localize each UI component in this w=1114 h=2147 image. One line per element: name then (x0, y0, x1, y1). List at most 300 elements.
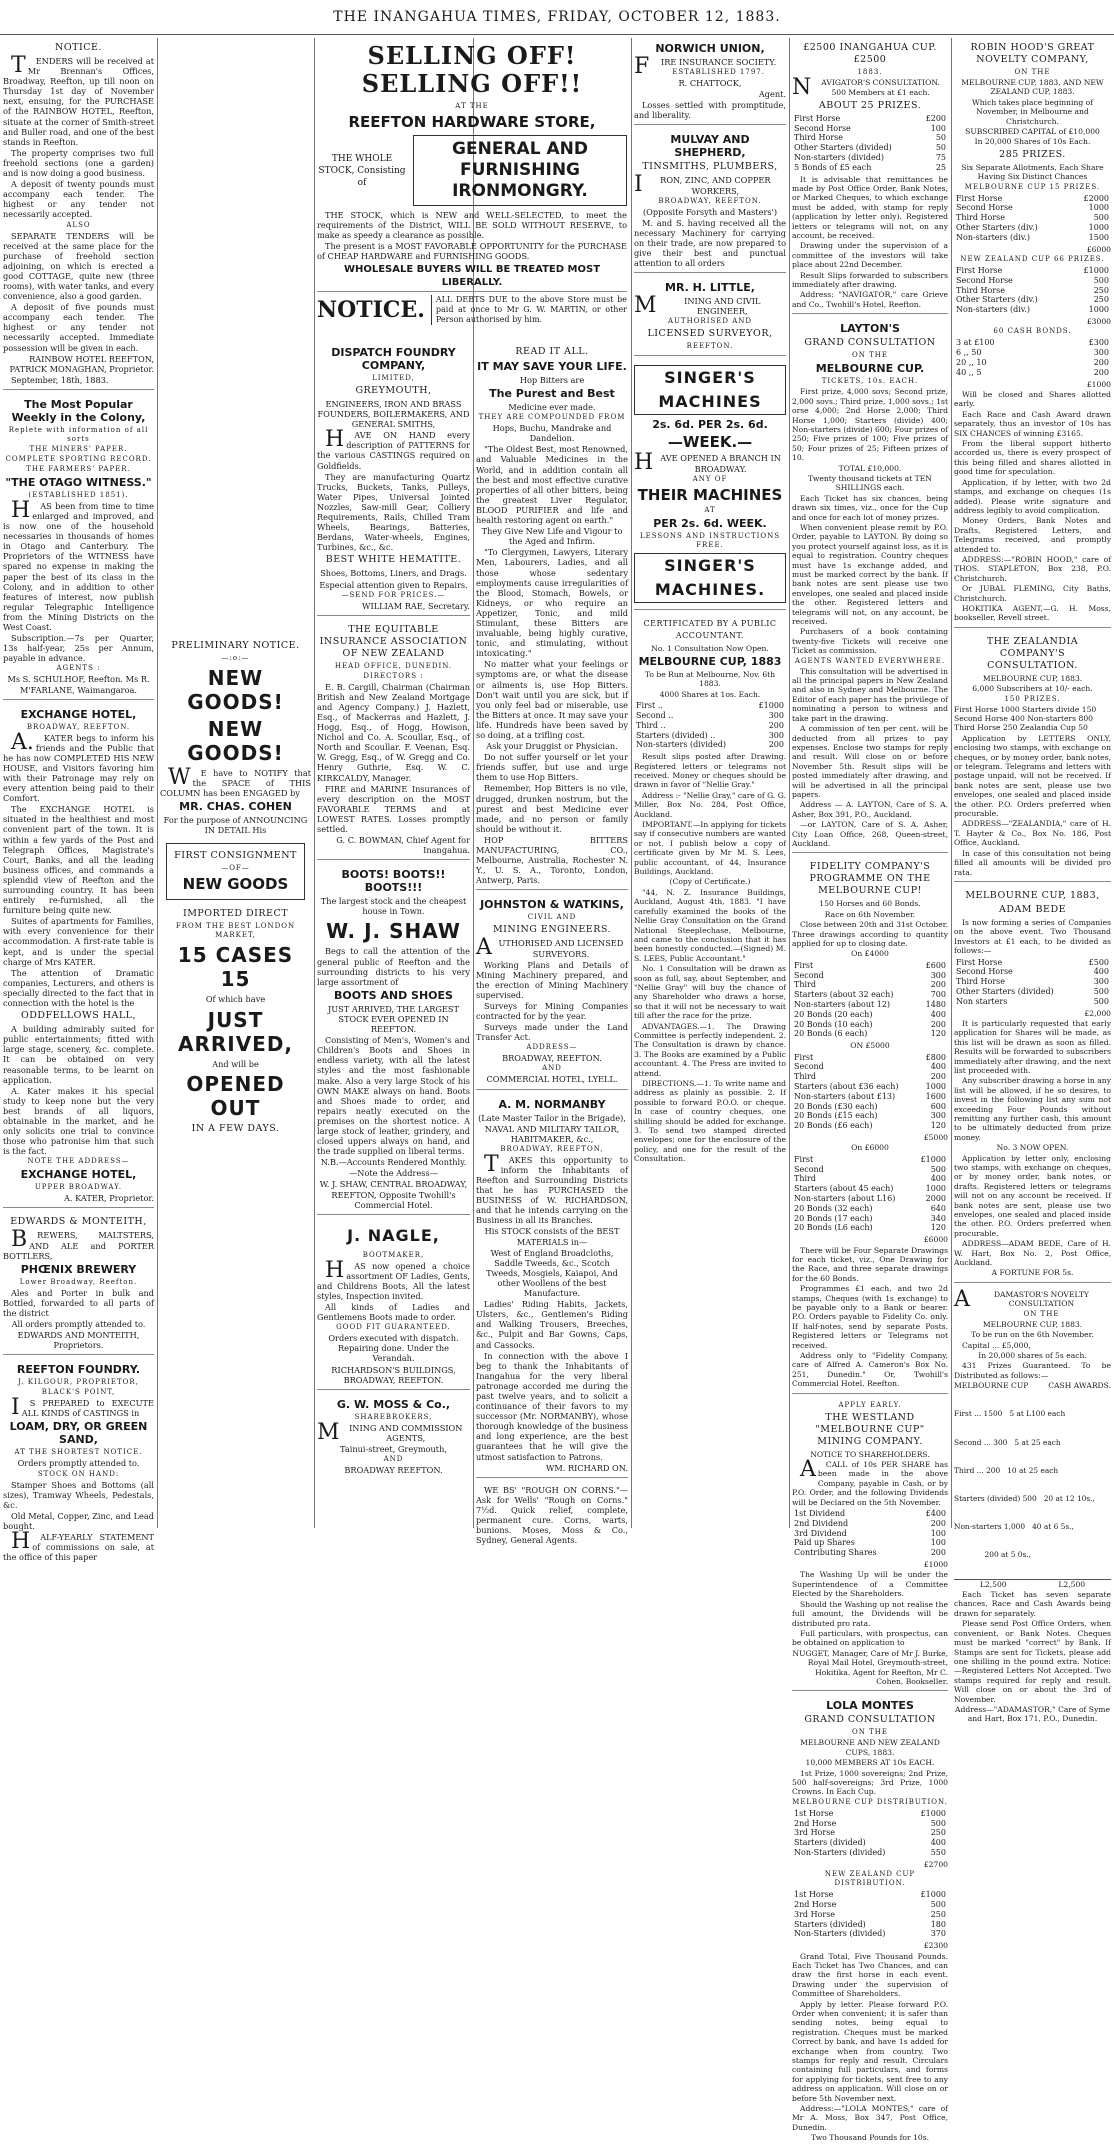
prize-label: First Horse (794, 113, 841, 123)
hardware-store-ad (317, 38, 627, 338)
ad-sub: AUTHORISED AND (667, 317, 753, 326)
prize-row (954, 276, 1111, 286)
ad-body: Six Separate Allotments, Each Share Having Six Distinct Chances (961, 162, 1104, 182)
ad-body: A commission of ten per cent. will be deducted from all prizes to pay expenses. Enclose two stamps for reply and result. Will close on or before November 5th. Result slips will be posted immediately after drawing, and will be advertised in all the principal papers. (792, 724, 948, 799)
ad-body: IMPORTANT.—In applying for tickets say if consecutive numbers are wanted or not. I publish below a copy of certificate given by Mr M. S. Lees, public accountant, of 44, Insurance Buildings, Auckland. (634, 820, 786, 877)
prize-label: Second .. (636, 711, 674, 721)
prize-value: 1500 (1088, 232, 1109, 242)
prize-label: Other Starters (divided) (794, 143, 892, 153)
ad-body: "44, N. Z. Insurance Buildings, Auckland, August 4th, 1883. "I have carefully examined the books of the Nellie Gray Consultation on the Grand National Steeplechase, Melbourne, and came to the conclusion that it has been honestly conducted.—(Signed) M. S. LEES, Public Accountant." (634, 887, 786, 963)
ad-body: HAS been from time to time enlarged and improved, and is now one of the household necessaries in thousands of homes in Otago and Canterbury. The Proprietors of the WITNESS have spared no expense in making the paper the best of its class in the Colony, and in addition to other features of interest, now publish regular Telegraphic Intelligence from the Mining Districts on the West Coast. (3, 497, 154, 633)
prize-row (792, 1890, 948, 1900)
ad-body: Medicine ever made. (508, 402, 596, 413)
prize-value: 250 (930, 1909, 946, 1919)
notice-body: The property comprises two full freehold sections (one a garden) and is now doing a good business. (3, 147, 154, 179)
prize-value: £200 (925, 113, 946, 123)
ad-body: SUBSCRIBED CAPITAL of £10,000 (965, 127, 1100, 137)
column-6 (792, 38, 948, 2143)
notice-body: SEPARATE TENDERS will be received at the same place for the purchase of freehold section adjoining, on which is erected a good COTTAGE, quite new (three rooms), with water tanks, and every convenience, also a good garden. (3, 230, 154, 302)
ad-body: Each Ticket has seven separate chances, Race and Cash Awards being drawn for separately. (954, 1590, 1111, 1618)
prize-row (792, 1910, 948, 1920)
ad-total: £3000 (1086, 317, 1111, 327)
ad-title: IT MAY SAVE YOUR LIFE. (477, 360, 627, 373)
prize-value: 120 (930, 1029, 946, 1039)
prize-label: Non-Starters (divided) (794, 1929, 886, 1939)
prize-value: 300 (930, 1111, 946, 1121)
whole-stock: THE WHOLE STOCK, Consisting of (318, 153, 406, 188)
prize-row (792, 1828, 948, 1838)
prize-label: 3rd Dividend (794, 1528, 847, 1538)
ad-line: ON £5000 (850, 1041, 890, 1051)
prize-row (954, 305, 1111, 315)
ad-body: They Give New Life and Vigour to the Aged and Infirm. (481, 526, 623, 547)
prize-label: 5 Bonds of £5 each (794, 162, 872, 172)
ad-body: Programmes £1 each, and two 2d stamps, Cheques (with 1s exchange) to be payable only to a Bank or bearer. P.O. Orders payable to Fidelity Co. only. If half-notes, send by separate Posts. Registered letters or Telegrams not received. (792, 1284, 948, 1350)
prize-row (792, 1092, 948, 1102)
hardware-body: The present is a MOST FAVORABLE OPPORTUNITY for the PURCHASE of CHEAP HARDWARE and FURNISHING GOODS. (317, 241, 627, 262)
prize-row (792, 1102, 948, 1112)
layton-ad (792, 318, 948, 853)
prize-row (792, 133, 948, 143)
ad-body: Shoes, Bottoms, Liners, and Drags. (320, 568, 467, 579)
prize-value: 300 (768, 711, 784, 721)
ad-title: G. W. MOSS & Co., (336, 1397, 451, 1411)
prize-label: Second Horse (956, 275, 1013, 285)
prize-row (792, 1020, 948, 1030)
prize-label: 20 Bonds (£15 each) (794, 1111, 878, 1121)
prize-label: Third Horse (956, 977, 1005, 987)
general-ironmongry: GENERAL AND FURNISHING IRONMONGRY. (413, 135, 627, 206)
little-ad (634, 277, 786, 356)
masthead: THE INANGAHUA TIMES, FRIDAY, OCTOBER 12, 1883. (0, 0, 1114, 35)
box-goods: NEW GOODS (182, 875, 289, 894)
fidelity-table-2 (792, 1053, 948, 1131)
fidelity-table-1 (792, 961, 948, 1039)
lola-montes-ad (792, 1695, 948, 2146)
prize-row (792, 1809, 948, 1819)
ad-sub: MINING ENGINEERS. (492, 924, 612, 936)
prize-value: 75 (935, 153, 946, 162)
ad-body: The EXCHANGE HOTEL is situated in the healthiest and most convenient part of the town. It is within a few yards of the Post and Telegraph Offices, Magistrate's Court, Banks, and all the leading business offices, and commands a splendid view of Reefton and the surrounding country. It has been entirely re-furnished, all the furniture being quite new. (3, 804, 154, 916)
prize-value: 300 (1093, 348, 1109, 358)
ad-address: —or LAYTON, Care of S. A. Asher, City Loan Office, 268, Queen-street, Auckland. (792, 820, 948, 848)
ad-body: It is advisable that remittances be made by Post Office Order, Bank Notes, or Marked Cheques, to which exchange must be added, with stamp for reply (application by letter only). Registered letters or telegrams will not, on any account, be received. (792, 174, 948, 241)
prize-row (792, 1072, 948, 1082)
prize-label: Non starters (956, 996, 1008, 1006)
ad-location: (Opposite Forsyth and Masters') (642, 206, 778, 217)
robin-table-2 (954, 266, 1111, 315)
ad-body: WE BS' "ROUGH ON CORNS."—Ask for Wells' "Rough on Corns." 7½d. Quick relief, complete, permanent cure. Corns, warts, bunions. Moses, Moss & Co., Sydney, General Agents. (476, 1484, 628, 1546)
ad-address: Address :- "Nellie Gray," care of G. G. Miller, Box No. 284, Post Office, Auckland. (634, 790, 786, 819)
rough-on-corns-ad (476, 1482, 628, 1550)
ad-body: All kinds of Ladies and Gentlemens Boots made to order. (317, 1302, 470, 1323)
ad-total: £6000 (1086, 244, 1111, 254)
selling-off-heading: SELLING OFF! SELLING OFF!! (361, 41, 583, 98)
ad-title: MULVAY AND SHEPHERD, (670, 133, 750, 160)
ad-line: COMPLETE SPORTING RECORD. (5, 454, 152, 463)
notice-body: TENDERS will be received at Mr Brennan's Offices, Broadway, Reefton, up till noon on Thursday 1st day of November next, ensuing, for the PURCHASE of the RAINBOW HOTEL, Reefton, situate at the corner of Smith-street and Buller road, and one of the best stands in Reefton. (3, 53, 154, 147)
prize-value: 300 (930, 970, 946, 980)
ad-total: £2300 (923, 1941, 948, 1951)
ad-total: £6000 (923, 1235, 948, 1245)
prize-label: Other Starters (div.) (956, 223, 1038, 233)
prize-label: 1st Horse (794, 1808, 834, 1818)
ad-body: Begs to call the attention of the general public of Reefton and the surrounding districts to his very large assortment of (317, 946, 470, 987)
ad-address: EXCHANGE HOTEL, (20, 1168, 137, 1182)
ad-address: Or JUBAL FLEMING, City Baths, Christchurch. (954, 584, 1111, 603)
ad-body: Twenty thousand tickets at TEN SHILLINGS each. (808, 473, 932, 493)
ad-total: £5000 (923, 1132, 948, 1142)
ad-body: 431 Prizes Guaranteed. To be Distributed as follows:— (954, 1361, 1111, 1380)
ad-line: AT THE SHORTEST NOTICE. (14, 1448, 143, 1457)
stock-row (317, 135, 627, 206)
prize-row (954, 295, 1111, 305)
prize-value: 640 (930, 1203, 946, 1213)
ad-heading: ABOUT 25 PRIZES. (818, 99, 922, 111)
ad-body: Suites of apartments for Families, with every convenience for their accommodation. A first-rate table is kept, and is under the special charge of Mrs KATER. (3, 916, 154, 967)
ad-title: NORWICH UNION, (655, 42, 765, 55)
prize-label: Third Horse (956, 213, 1005, 223)
ad-title: REEFTON FOUNDRY. (16, 1363, 141, 1377)
ad-body: IS PREPARED to EXECUTE ALL KINDS of CASTINGS in (11, 1395, 154, 1421)
reefton-foundry-ad (3, 1359, 154, 1566)
prize-label: 20 Bonds (32 each) (794, 1203, 873, 1213)
ad-heading: NAVIGATOR'S CONSULTATION. (792, 75, 940, 100)
ad-title: SINGER'S MACHINES. (634, 553, 786, 603)
prize-label: First (794, 1154, 814, 1164)
ad-body: In 20,000 Shares of 10s Each. (974, 137, 1091, 147)
adam-bede-ad (954, 886, 1111, 1283)
adamastor-header (954, 1381, 1111, 1390)
ad-footer: Two Thousand Pounds for 10s. (810, 2133, 929, 2143)
ad-line: APPLY EARLY. (838, 1400, 902, 1409)
prize-value: 600 (930, 1101, 946, 1111)
column-4 (476, 342, 628, 1546)
ad-line: THE MINERS' PAPER. (29, 444, 128, 453)
ad-body: 500 Members at £1 each. (831, 88, 930, 98)
ad-line: THE FARMERS' PAPER. (26, 464, 131, 473)
ad-body: BREWERS, MALTSTERS, AND ALE and PORTER BOTTLERS, (3, 1227, 154, 1261)
ad-line: ON THE (1023, 1309, 1060, 1318)
prize-value: 700 (930, 990, 946, 1000)
prize-label: First .. (636, 701, 663, 711)
prize-value: £2000 (1083, 193, 1109, 203)
ad-heading: The Most Popular Weekly in the Colony, (11, 397, 146, 424)
ad-body: TAKES this opportunity to inform the Inhabitants of Reefton and Surrounding Districts that he has PURCHASED the BUSINESS of W. RICHARDSON, and that he intends carrying on the Business in all its Branches. (476, 1151, 628, 1226)
ad-address: UPPER BROADWAY. (34, 1183, 123, 1192)
ad-total: L2,500 (979, 1579, 1007, 1589)
prize-row (792, 1029, 948, 1039)
ad-heading: MELBOURNE CUP. (815, 362, 925, 376)
prize-row: Second ... 300 5 at 25 each (954, 1437, 1061, 1447)
prize-value: 50 (935, 143, 946, 153)
ad-body: It is particularly requested that early application for Shares will be made, as this list will be drawn as soon as filled. Results will be forwarded to subscribers immediately after drawing, and the next list proceeded with. (954, 1018, 1111, 1075)
prize-value: £500 (1088, 957, 1109, 967)
prize-row (634, 721, 786, 731)
ad-heading: BEST WHITE HEMATITE. (325, 554, 462, 566)
prize-row (634, 711, 786, 721)
ad-body: His STOCK consists of the BEST MATERIALS in— (484, 1226, 620, 1247)
prize-label: Other Starters (div.) (956, 295, 1038, 305)
ad-body: To be Run at Melbourne, Nov. 6th 1883. (644, 670, 776, 689)
rainbow-hotel-notice (3, 38, 154, 390)
ad-title: LOLA MONTES (826, 1699, 914, 1713)
ad-location: GREYMOUTH, (355, 385, 432, 396)
prize-row (792, 1838, 948, 1848)
prize-row (954, 233, 1111, 243)
ad-address: BROADWAY, REEFTON. (502, 1053, 602, 1064)
prize-row (792, 114, 948, 124)
ad-sub: NAVAL AND MILITARY TAILOR, HABITMAKER, &c., (484, 1123, 620, 1144)
ad-body: Will be closed and Shares allotted early. (954, 390, 1111, 409)
ad-body: A. Kater makes it his special study to keep none but the very best brands of all liquors, obtainable in the market, and he only solicits one trial to convince those who patronise him that such is the fact. (3, 1085, 154, 1157)
prize-value: 400 (930, 1838, 946, 1848)
ad-body: The Washing Up will be under the Superintendence of a Committee Elected by the Shareholders. (792, 1570, 948, 1599)
prize-label: 20 Bonds (10 each) (794, 1019, 873, 1029)
of-which-line: Of which have (205, 994, 266, 1005)
fidelity-table-3 (792, 1155, 948, 1233)
debts-notice-title: NOTICE. (317, 297, 425, 324)
ad-body: Each Race and Cash Award drawn separately, thus an investor of 10s has SIX CHANCES of winning £3165. (954, 409, 1111, 438)
edwards-monteith-ad (3, 1212, 154, 1355)
cases-line: 15 CASES 15 (177, 943, 294, 992)
ad-body: Is now forming a series of Companies on the above event. Two Thousand Investors at £1 each, to be divided as follows:— (954, 917, 1111, 956)
ad-agents: AGENTS : (56, 664, 101, 673)
ad-body: Hops, Buchu, Mandrake and Dandelion. (492, 423, 612, 444)
prize-row: Third Horse 250 Zealandia Cup 50 (954, 723, 1088, 733)
ad-line: TICKETS, 10s. EACH. (821, 377, 919, 386)
prize-value: 370 (930, 1929, 946, 1939)
prize-row (792, 1111, 948, 1121)
ad-body: Race on 6th November. (824, 909, 916, 919)
ad-sub: TINSMITHS, PLUMBERS, (642, 161, 778, 173)
box-title: FIRST CONSIGNMENT (174, 850, 297, 862)
ad-address: RICHARDSON'S BUILDINGS, BROADWAY, REEFTON. (331, 1364, 456, 1385)
ad-title: DISPATCH FOUNDRY COMPANY, (331, 346, 456, 372)
ad-body: Orders executed with dispatch. Repairing done. Under the Verandah. (328, 1333, 459, 1364)
prize-value: 550 (930, 1847, 946, 1857)
prize-row: Starters (divided) 500 20 at 12 10s., (954, 1494, 1095, 1504)
prize-row: Second Horse 400 Non-starters 800 (954, 714, 1093, 723)
ad-body: DIRECTIONS.—1. To write name and address as plainly as possible. 2. If possible to forward P.O.O. or cheque. In case of country cheques, one shilling should be added for exchange. 3. To send two stamped directed envelopes; one for the enclosure of the policy, and one for the result of the Consultation. (634, 1079, 786, 1164)
ad-est: ESTABLISHED 1797. (672, 68, 765, 77)
will-line: And will be (212, 1058, 259, 1069)
ad-line: ON THE (1014, 68, 1051, 76)
prize-value: £600 (925, 960, 946, 970)
ad-title: EXCHANGE HOTEL, (20, 707, 137, 721)
prize-label: Starters (about 45 each) (794, 1184, 894, 1194)
ad-signer: NUGGET, Manager, Care of Mr J. Burke, Royal Mail Hotel, Greymouth-street, Hokitika. Agent for Reefton, Mr C. Cohen, Bookseller. (792, 1648, 948, 1686)
ad-sub: ADAM BEDE (998, 903, 1067, 915)
ad-body: Ask your Druggist or Physician. (486, 741, 618, 752)
ad-body: Do not suffer yourself or let your friends suffer, but use and urge them to use Hop Bitters. (476, 752, 628, 783)
prize-row (792, 1194, 948, 1204)
col-header: CASH AWARDS. (1048, 1381, 1111, 1391)
prize-label: 20 Bonds (£6 each) (794, 1121, 873, 1131)
prize-row (792, 1214, 948, 1224)
ad-title: MR. H. LITTLE, (665, 281, 755, 295)
prize-row (792, 124, 948, 134)
ad-body: ENGINEERS, IRON AND BRASS FOUNDERS, BOILERMAKERS, AND GENERAL SMITHS, (317, 399, 470, 430)
ad-address: Tainui-street, Greymouth, (340, 1443, 447, 1454)
prize-row (792, 1155, 948, 1165)
ad-body: Which takes place beginning of November, in Melbourne and Christchurch. (971, 97, 1094, 126)
ad-body: Capital ... £5,000, (962, 1340, 1031, 1350)
robin-table-1 (954, 194, 1111, 243)
ad-body: Losses settled with promptitude, and liberality. (634, 100, 786, 121)
prize-row (792, 1223, 948, 1233)
ad-title: ROBIN HOOD'S GREAT NOVELTY COMPANY, (970, 42, 1095, 65)
prize-label: Non-starters (div.) (956, 305, 1031, 315)
prize-row (792, 143, 948, 153)
ad-line: ADDRESS— (526, 1043, 578, 1052)
prize-label: Starters (divided) .. (636, 730, 716, 740)
prize-label: Second (794, 1062, 824, 1072)
ad-body: Orders promptly attended to. (17, 1458, 140, 1469)
ad-body: HAVE ON HAND every description of PATTERNS for the various CASTINGS required on Goldfields. (317, 427, 470, 471)
ad-line: MELBOURNE CUP 15 PRIZES. (964, 182, 1101, 191)
ad-line: ON THE (852, 351, 888, 360)
prize-value: 1000 (925, 1081, 946, 1091)
prize-value: 400 (930, 1174, 946, 1184)
ad-title: SINGER'S MACHINES (634, 365, 786, 415)
ad-line: ON THE (852, 1728, 888, 1737)
wholesale-line: WHOLESALE BUYERS WILL BE TREATED MOST LIBERALLY. (343, 264, 601, 289)
ad-body: 4000 Shares at 1os. Each. (659, 689, 761, 699)
zealandia-ad (954, 632, 1111, 882)
adamastor-totals (954, 1579, 1111, 1589)
moss-ad (317, 1394, 470, 1479)
column-2 (160, 38, 311, 1528)
prize-value: 100 (930, 123, 946, 133)
ad-body: Ales and Porter in bulk and Bottled, forwarded to all parts of the district (3, 1287, 154, 1318)
prize-row (792, 1062, 948, 1072)
prize-row (792, 163, 948, 173)
ad-body: Stamper Shoes and Bottoms (all sizes), Tramway Wheels, Pedestals, &c. (3, 1479, 154, 1510)
prize-value: £1000 (1083, 266, 1109, 276)
ad-title: THE WESTLAND "MELBOURNE CUP" MINING COMPANY. (815, 1411, 925, 1447)
prize-value: 250 (1093, 285, 1109, 295)
notice-body: A deposit of twenty pounds must accompany each tender. The highest or any tender not necessarily accepted. (3, 179, 154, 220)
prize-label: 6 ,, 50 (956, 348, 982, 358)
ad-body: Application by letter only, enclosing two stamps, with exchange on cheques, or by money order, bank notes, or drafts. Registered letters or telegrams will not on any account be received. If bank notes are sent, please use two envelopes, one sealed and placed inside the other. P.O. Orders preferred when procurable. (954, 1153, 1111, 1238)
prize-value: 1600 (925, 1091, 946, 1101)
ad-sub: The largest stock and the cheapest house in Town. (320, 896, 467, 917)
ad-title: J. NAGLE, (347, 1225, 440, 1245)
ad-heading: MELBOURNE CUP, 1883 (638, 655, 782, 668)
column-rule (314, 38, 315, 1528)
ad-sub: GRAND CONSULTATION (804, 337, 936, 349)
nellie-prize-table (634, 701, 786, 750)
ad-line: MELBOURNE CUP DISTRIBUTION. (792, 1797, 948, 1806)
normanby-ad (476, 1094, 628, 1478)
ad-title: LAYTON'S (840, 322, 900, 336)
prize-row (792, 961, 948, 971)
ad-agent: Agent. (758, 89, 786, 100)
ad-body: E. B. Cargill, Chairman (Chairman British and New Zealand Mortgage and Agency Company.) J. Hazlett, Esq., of Mackerras and Hazlett, J. Hogg, Esq., of Hogg, Howison, Nichol and Co. A. Scoullar, Esq., of North and Scoullar. F. Veenan, Esq. W. Gregg, Esq., of W. Gregg and Co. Henry Guthrie, Esq. W. C. KIRKCALDY, Manager. (317, 681, 470, 783)
notice-also: ALSO (66, 220, 91, 229)
prize-label: Third (794, 1072, 816, 1082)
ad-subheading: BROADWAY, REEFTON. (26, 722, 131, 731)
prize-row (954, 203, 1111, 213)
ad-heading: PHŒNIX BREWERY (20, 1262, 137, 1276)
prize-label: 20 ,, 10 (956, 358, 987, 368)
robin-table-3 (954, 338, 1111, 377)
ad-title: FIDELITY COMPANY'S PROGRAMME ON THE MELBOURNE CUP! (809, 861, 931, 897)
ad-note: NOTE THE ADDRESS— (27, 1157, 130, 1166)
prize-value: 500 (930, 1899, 946, 1909)
exchange-hotel-ad (3, 704, 154, 1209)
ad-line: NEW ZEALAND CUP 66 PRIZES. (960, 255, 1105, 264)
prize-value: 200 (768, 740, 784, 750)
prize-value: 2000 (925, 1193, 946, 1203)
prize-row (792, 1519, 948, 1529)
prize-label: Non-starters (about 12) (794, 1000, 891, 1009)
ad-price: 2s. 6d. PER 2s. 6d. (652, 418, 768, 432)
prize-row (792, 1929, 948, 1939)
prize-value: 400 (1093, 967, 1109, 977)
ad-address: BROADWAY REEFTON. (344, 1465, 443, 1476)
ad-body: Should the Washing up not realise the full amount, the Dividends will be distributed pro rata. (792, 1599, 948, 1628)
ad-signer: EDWARDS AND MONTEITH, Proprietors. (17, 1330, 140, 1351)
ad-line: On £4000 (851, 949, 889, 959)
fidelity-ad (792, 857, 948, 1393)
ad-body: A.KATER begs to inform his friends and the Public that he has now COMPLETED HIS NEW HOUSE, and Visitors favoring him with their Patronage may rely on every attention being paid to their Comfort. (3, 729, 154, 804)
ad-heading: The Purest and Best (489, 387, 615, 401)
column-rule (631, 38, 632, 1528)
ad-location: BLACK'S POINT, (41, 1388, 116, 1397)
prize-row (954, 213, 1111, 223)
ad-total: L2,500 (1058, 1579, 1086, 1589)
singer-ad (634, 360, 786, 609)
prize-label: 20 Bonds (6 each) (794, 1029, 868, 1039)
days-line: IN A FEW DAYS. (191, 1122, 280, 1134)
ad-body: MINING AND COMMISSION AGENTS, (317, 1419, 463, 1445)
ad-body: Close between 20th and 31st October. Three drawings according to quantity applied for up to closing date. (792, 920, 948, 948)
prize-label: Third Horse (956, 285, 1005, 295)
norwich-union-ad (634, 38, 786, 125)
debts-notice-body: ALL DEBTS DUE to the above Store must be paid at once to Mr G. W. MARTIN, or other Person authorised by him. (431, 295, 627, 325)
mulvay-shepherd-ad (634, 129, 786, 273)
ad-body: Application by LETTERS ONLY, enclosing two stamps, with exchange on cheques, or by money order, bank notes, or telegram. Telegrams and letters with postage unpaid, will not be received. If bank notes are sent, please use two envelopes, one sealed and placed inside the other. P.O. Orders preferred when procurable. (954, 733, 1111, 819)
prize-value: £1000 (920, 1808, 946, 1818)
ad-address: Address—"ADAMASTOR," Care of Syme and Hart, Box 171, P.O., Dunedin. (955, 1704, 1110, 1724)
ad-body: FIRE and MARINE Insurances of every description on the MOST FAVORABLE TERMS and at LOWEST RATES. Losses promptly settled. (317, 783, 470, 834)
prize-label: Non-starters (about L16) (794, 1193, 896, 1203)
ad-address: Address:—"LOLA MONTES," care of Mr A. Moss, Box 347, Post Office, Dunedin. (792, 2104, 948, 2132)
prize-label: First (794, 960, 814, 970)
ad-est: (ESTABLISHED 1851). (28, 490, 129, 499)
ad-line: NEW ZEALAND CUP DISTRIBUTION. (824, 1870, 916, 1888)
ad-line: On £6000 (851, 1143, 889, 1153)
prize-value: 340 (930, 1213, 946, 1223)
ad-body: Full particulars, with prospectus, can be obtained on application to (792, 1628, 948, 1648)
ad-heading: MELBOURNE AND NEW ZEALAND CUPS, 1883. (800, 1738, 940, 1757)
prize-value: £400 (925, 1509, 946, 1519)
ad-body: HOP BITTERS MANUFACTURING, CO., Melbourne, Australia, Rochester N. Y., U. S. A., Toronto, London, Antwerp, Paris. (476, 834, 628, 886)
notify-body: WE have to NOTIFY that the SPACE of THIS COLUMN has been ENGAGED by (160, 765, 311, 799)
otago-witness-ad (3, 394, 154, 700)
ad-body: AUTHORISED AND LICENSED SURVEYORS. (476, 935, 624, 961)
ad-body: No. 1 Consultation Now Open. (651, 643, 769, 653)
ad-line: 60 CASH BONDS. (993, 327, 1072, 336)
ad-body: There will be Four Separate Drawings for each ticket, viz., One Drawing for the Race, and three separate drawings for the 60 Bonds. (792, 1245, 948, 1283)
prize-row (954, 194, 1111, 204)
johnston-watkins-ad (476, 894, 628, 1089)
prize-label: 20 Bonds (20 each) (794, 1009, 873, 1019)
ad-body: ADVANTAGES.—1. The Drawing Committee is perfectly independent. 2. The Consultation is drawn by chance. 3. The Books are examined by a Public accountant. 4. The Press are invited to attend. (634, 1021, 786, 1078)
boots-ad (317, 864, 470, 1214)
